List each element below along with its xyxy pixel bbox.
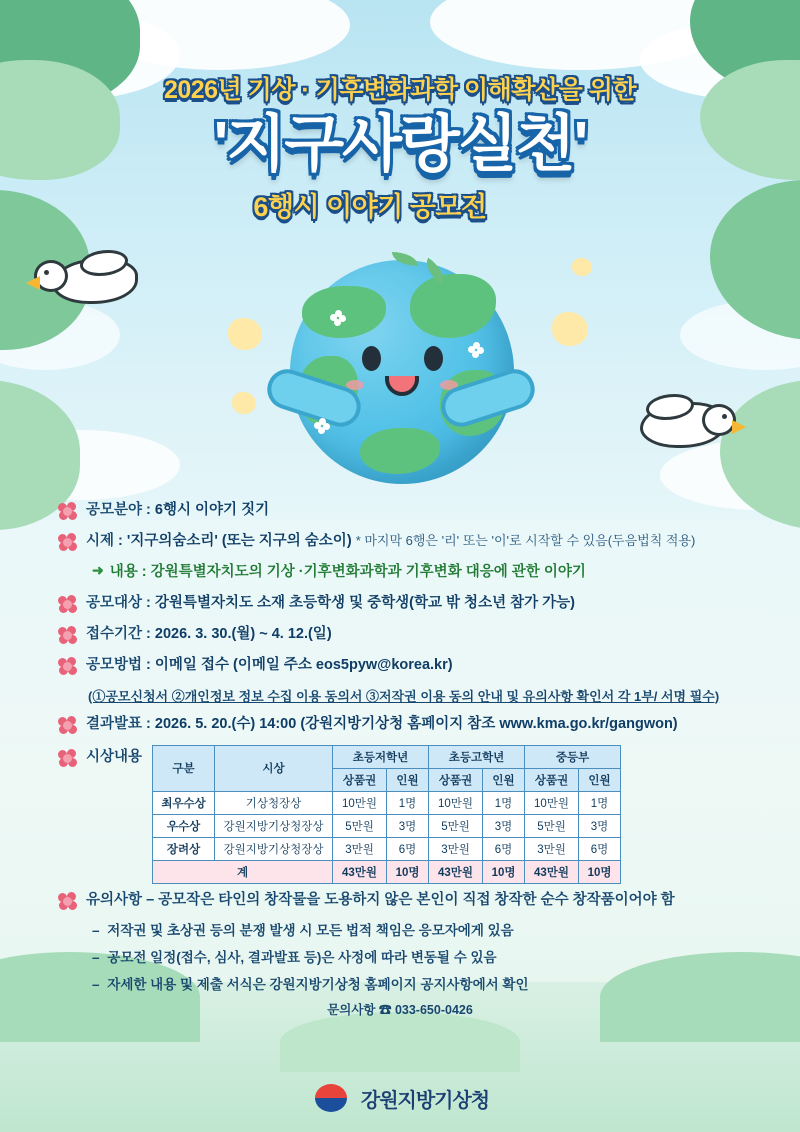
poster-title bbox=[0, 70, 800, 224]
cell-grade: 최우수상 bbox=[153, 791, 215, 814]
info-row-topic bbox=[0, 531, 800, 553]
sparkle-4 bbox=[572, 258, 592, 276]
info-row-text: 공모대상 : 강원특별자치도 소재 초등학생 및 중학생(학교 밖 청소년 참가 가능) bbox=[86, 594, 575, 611]
cell-prize: 기상청장상 bbox=[215, 791, 333, 814]
th-middle: 중등부 bbox=[525, 745, 621, 768]
flower-2 bbox=[468, 342, 484, 358]
table-row bbox=[153, 791, 621, 814]
dash-marker: – bbox=[92, 976, 100, 992]
notice-line-4: 자세한 내용 및 제출 서식은 강원지방기상청 홈페이지 공지사항에서 확인 bbox=[107, 976, 529, 992]
cell-grade: 계 bbox=[153, 860, 333, 883]
info-label: 접수기간 bbox=[86, 625, 143, 642]
footer-logo bbox=[0, 1078, 800, 1118]
title-line-3: 6행시 이야기 공모전 bbox=[253, 192, 487, 223]
land-mass-2 bbox=[410, 274, 496, 338]
cell-value: 10만원 bbox=[429, 791, 483, 814]
th-voucher-3: 상품권 bbox=[525, 768, 579, 791]
cell-grade: 장려상 bbox=[153, 837, 215, 860]
info-value: 2026. 5. 20.(수) 14:00 (강원지방기상청 홈페이지 참조 www.kma.go.kr/gangwon) bbox=[154, 715, 678, 732]
notice-row bbox=[0, 946, 800, 966]
info-label: 내용 bbox=[109, 564, 138, 580]
cell-value: 5만원 bbox=[333, 814, 387, 837]
documents-note: (①공모신청서 ②개인정보 정보 수집 이용 동의서 ③저작권 이용 동의 안내 및 유의사항 확인서 각 1부/ 서명 필수) bbox=[88, 688, 720, 704]
th-voucher-1: 상품권 bbox=[333, 768, 387, 791]
title-line-1: 2026년 기상 · 기후변화과학 이해확산을 위한 bbox=[163, 76, 637, 104]
info-row-text: 접수기간 : 2026. 3. 30.(월) ~ 4. 12.(일) bbox=[86, 625, 332, 642]
info-note: * 마지막 6행은 '리' 또는 '이'로 시작할 수 있음(두음법칙 적용) bbox=[355, 533, 696, 548]
flower-bullet-icon bbox=[58, 533, 78, 553]
info-row-method bbox=[0, 655, 800, 677]
info-value: 6행시 이야기 짓기 bbox=[154, 502, 270, 518]
table-row bbox=[153, 837, 621, 860]
info-label: 시제 bbox=[86, 533, 115, 549]
cell-value: 3명 bbox=[387, 814, 429, 837]
info-row-text: 공모방법 : 이메일 접수 (이메일 주소 eos5pyw@korea.kr) bbox=[86, 656, 453, 673]
sparkle-1 bbox=[228, 318, 262, 350]
hill-center bbox=[280, 1012, 520, 1072]
cell-value: 3만원 bbox=[333, 837, 387, 860]
government-emblem-icon bbox=[311, 1078, 351, 1118]
notice-row bbox=[0, 973, 800, 993]
table-header-row-1 bbox=[153, 745, 621, 768]
info-value: '지구의숨소리' (또는 지구의 숨소이) bbox=[126, 533, 352, 549]
cell-value: 1명 bbox=[387, 791, 429, 814]
info-label: 공모분야 bbox=[86, 502, 143, 518]
eye-right bbox=[424, 346, 443, 371]
info-label: 공모대상 bbox=[86, 594, 143, 611]
cell-value: 10만원 bbox=[525, 791, 579, 814]
table-row bbox=[153, 814, 621, 837]
cell-prize: 강원지방기상청장상 bbox=[215, 837, 333, 860]
notice-line-3: 공모전 일정(접수, 심사, 결과발표 등)은 사정에 따라 변동될 수 있음 bbox=[107, 949, 497, 965]
award-table bbox=[152, 745, 621, 884]
cell-value: 10만원 bbox=[333, 791, 387, 814]
content-body bbox=[0, 500, 800, 1018]
flower-3 bbox=[314, 418, 330, 434]
cell-value: 43만원 bbox=[333, 860, 387, 883]
eye-left bbox=[362, 346, 381, 371]
info-label: 결과발표 bbox=[86, 715, 143, 732]
cell-value: 3만원 bbox=[525, 837, 579, 860]
cell-value: 1명 bbox=[579, 791, 621, 814]
cell-value: 6명 bbox=[579, 837, 621, 860]
th-voucher-2: 상품권 bbox=[429, 768, 483, 791]
info-row-field bbox=[0, 500, 800, 522]
dash-marker: – bbox=[92, 949, 100, 965]
notice-row-text: 유의사항 – 공모작은 타인의 창작물을 도용하지 않은 본인이 직접 창작한 순수 창작품이어야 함 bbox=[86, 891, 675, 908]
info-value: 2026. 3. 30.(월) ~ 4. 12.(일) bbox=[154, 625, 332, 642]
cell-value: 10명 bbox=[483, 860, 525, 883]
th-count-2: 인원 bbox=[483, 768, 525, 791]
info-value: 강원특별자치도 소재 초등학생 및 중학생(학교 밖 청소년 참가 가능) bbox=[154, 594, 575, 611]
flower-bullet-icon bbox=[58, 595, 78, 615]
th-division: 구분 bbox=[153, 745, 215, 791]
land-mass-5 bbox=[360, 428, 440, 474]
earth-character bbox=[272, 250, 532, 490]
flower-bullet-icon bbox=[58, 626, 78, 646]
th-count-1: 인원 bbox=[387, 768, 429, 791]
cell-value: 6명 bbox=[483, 837, 525, 860]
earth-globe bbox=[290, 260, 514, 484]
cell-value: 1명 bbox=[483, 791, 525, 814]
flower-bullet-icon bbox=[58, 716, 78, 736]
award-table-body bbox=[153, 791, 621, 883]
cell-value: 3명 bbox=[483, 814, 525, 837]
cell-value: 43만원 bbox=[429, 860, 483, 883]
info-row-text: 결과발표 : 2026. 5. 20.(수) 14:00 (강원지방기상청 홈페이지 참조 www.kma.go.kr/gangwon) bbox=[86, 715, 678, 732]
dash-marker: – bbox=[92, 922, 100, 938]
cell-value: 43만원 bbox=[525, 860, 579, 883]
cell-value: 5만원 bbox=[429, 814, 483, 837]
cell-prize: 강원지방기상청장상 bbox=[215, 814, 333, 837]
cell-value: 10명 bbox=[387, 860, 429, 883]
title-line-2: '지구사랑실천' bbox=[213, 110, 587, 179]
award-table-head bbox=[153, 745, 621, 791]
flower-bullet-icon bbox=[58, 502, 78, 522]
info-row-target bbox=[0, 593, 800, 615]
flower-bullet-icon bbox=[58, 657, 78, 677]
award-label: 시상내용 bbox=[86, 748, 143, 765]
info-row-text: 내용 : 강원특별자치도의 기상 ·기후변화과학과 기후변화 대응에 관한 이야기 bbox=[109, 564, 586, 580]
organization-name: 강원지방기상청 bbox=[360, 1089, 490, 1112]
flower-bullet-icon bbox=[58, 892, 78, 912]
cell-value: 3명 bbox=[579, 814, 621, 837]
cell-grade: 우수상 bbox=[153, 814, 215, 837]
notice-label: 유의사항 bbox=[86, 891, 143, 908]
contact-info: 문의사항 ☎ 033-650-0426 bbox=[327, 1002, 473, 1017]
info-value: 강원특별자치도의 기상 ·기후변화과학과 기후변화 대응에 관한 이야기 bbox=[150, 564, 586, 580]
sparkle-2 bbox=[232, 392, 256, 414]
info-label: 공모방법 bbox=[86, 656, 143, 673]
notice-line-2: 저작권 및 초상권 등의 분쟁 발생 시 모든 법적 책임은 응모자에게 있음 bbox=[107, 922, 514, 938]
th-count-3: 인원 bbox=[579, 768, 621, 791]
th-award: 시상 bbox=[215, 745, 333, 791]
mouth bbox=[385, 376, 419, 396]
info-value: 이메일 접수 (이메일 주소 eos5pyw@korea.kr) bbox=[154, 656, 453, 673]
info-row-text: 공모분야 : 6행시 이야기 짓기 bbox=[86, 502, 270, 518]
th-elementary-lower: 초등저학년 bbox=[333, 745, 429, 768]
notice-line-1: 공모작은 타인의 창작물을 도용하지 않은 본인이 직접 창작한 순수 창작품이어야 함 bbox=[158, 891, 675, 908]
award-section bbox=[0, 745, 800, 884]
arrow-icon: ➜ bbox=[92, 562, 104, 578]
notice-section bbox=[0, 890, 800, 1018]
cell-value: 6명 bbox=[387, 837, 429, 860]
info-row-text: 시제 : '지구의숨소리' (또는 지구의 숨소이) * 마지막 6행은 '리' 또는 '이'로 시작할 수 있음(두음법칙 적용) bbox=[86, 533, 696, 549]
sparkle-3 bbox=[552, 312, 588, 346]
notice-row bbox=[0, 919, 800, 939]
th-elementary-upper: 초등고학년 bbox=[429, 745, 525, 768]
flower-1 bbox=[330, 310, 346, 326]
cell-value: 10명 bbox=[579, 860, 621, 883]
info-row-content bbox=[0, 562, 800, 584]
table-row-total bbox=[153, 860, 621, 883]
info-row-period bbox=[0, 624, 800, 646]
cell-value: 3만원 bbox=[429, 837, 483, 860]
cell-value: 5만원 bbox=[525, 814, 579, 837]
info-row-result bbox=[0, 714, 800, 736]
notice-first-row bbox=[0, 890, 800, 912]
flower-bullet-icon bbox=[58, 749, 78, 769]
